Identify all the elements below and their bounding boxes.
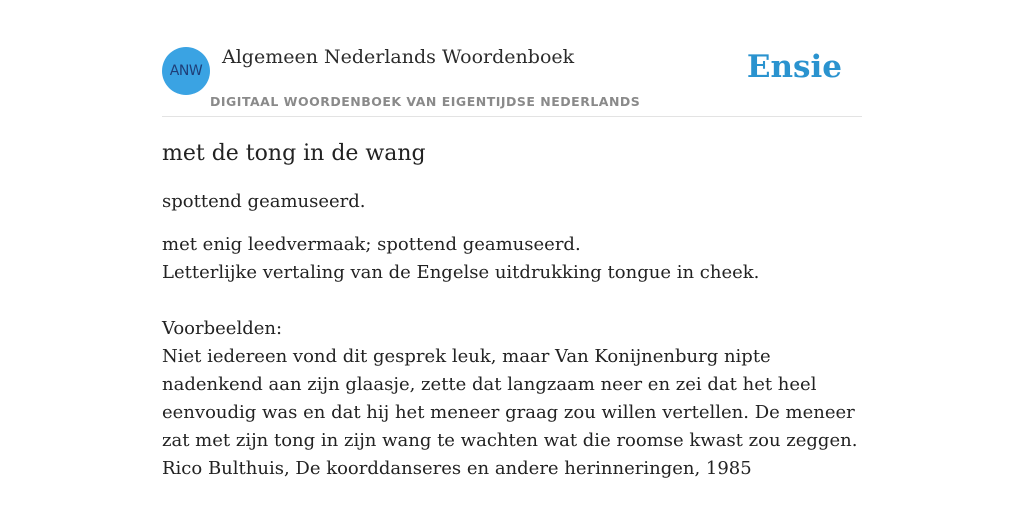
- ensie-logo-link[interactable]: Ensie: [746, 49, 842, 85]
- entry-headword: met de tong in de wang: [162, 141, 426, 166]
- definition-line: Letterlijke vertaling van de Engelse uitdrukking tongue in cheek.: [162, 262, 760, 283]
- anw-logo[interactable]: ANW: [162, 47, 210, 95]
- example-citation: Rico Bulthuis, De koorddanseres en andere herinneringen, 1985: [162, 458, 752, 479]
- site-subtitle: DIGITAAL WOORDENBOEK VAN EIGENTIJDSE NEDERLANDS: [210, 94, 641, 109]
- entry-summary: spottend geamuseerd.: [162, 191, 366, 212]
- entry-content: [162, 138, 862, 483]
- header: [162, 40, 862, 117]
- site-title[interactable]: Algemeen Nederlands Woordenboek: [222, 46, 575, 68]
- example-text: Niet iedereen vond dit gesprek leuk, maar Van Konijnenburg nipte nadenkend aan zijn glaasje, zette dat langzaam neer en zei dat het heel eenvoudig was en dat hij het meneer graag zou willen vertellen. De meneer zat met zijn tong in zijn wang te wachten wat die roomse kwast zou zeggen.: [162, 346, 858, 451]
- definition-line: met enig leedvermaak; spottend geamuseerd.: [162, 234, 581, 255]
- entry-definition: [162, 231, 862, 483]
- examples-label: Voorbeelden:: [162, 318, 283, 339]
